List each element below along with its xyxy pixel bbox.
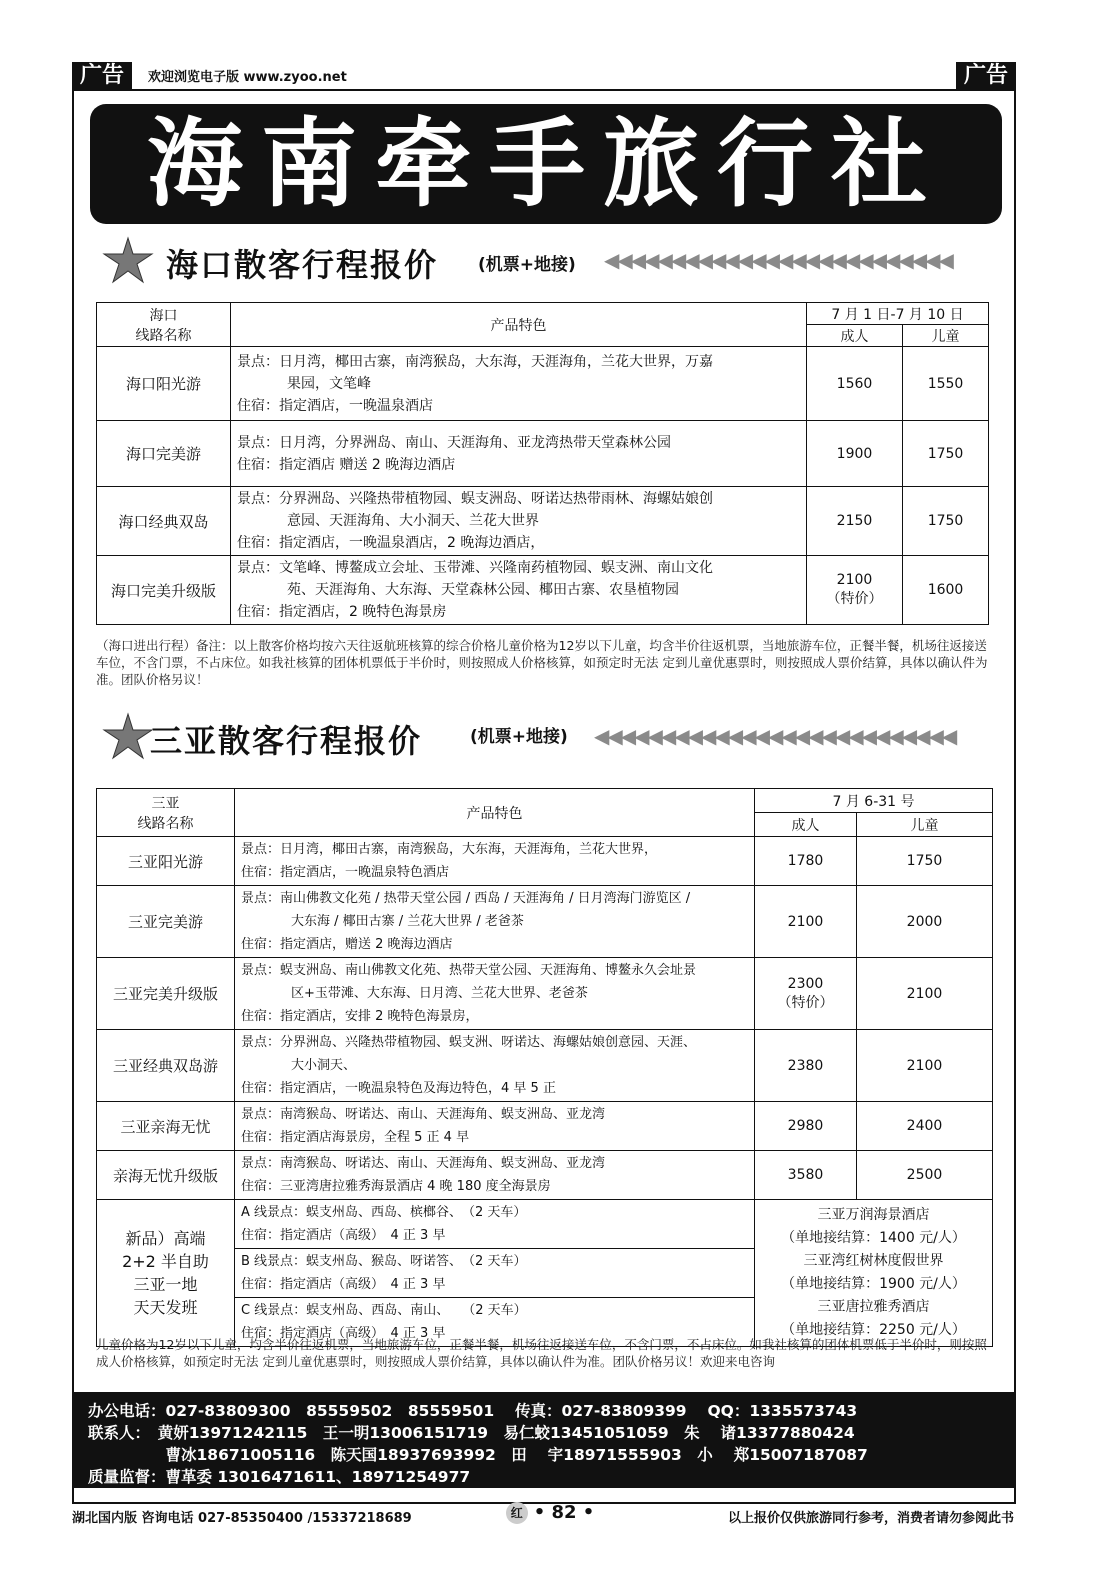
haikou-note: （海口进出行程）备注：以上散客价格均按六天往返航班核算的综合价格儿童价格为12岁以下儿童，均含半价往返机票，当地旅游车位，正餐半餐，机场往返接送车位，不含门票，不占床位。如我社核算的团体机票低于半价时，则按照成人价格核算，如预定时无法 定到儿童优惠票时，则按照成人票价结算，具体以确认件为准。团队价格另议！ [96, 638, 988, 687]
haikou-title: 海口散客行程报价 [166, 246, 439, 284]
route-name: 三亚亲海无忧 [97, 1102, 235, 1151]
col-route-name: 海口 线路名称 [97, 303, 231, 347]
haikou-price-table [96, 302, 989, 625]
welcome-text: 欢迎浏览电子版 www.zyoo.net [148, 70, 347, 85]
adult-price: 1900 [807, 421, 903, 487]
ad-tag-left: 广告 [72, 62, 132, 90]
office-phone: 办公电话：027-83809300 85559502 85559501 传真：027-83809399 QQ：1335573743 [88, 1402, 858, 1420]
route-name: 海口阳光游 [97, 347, 231, 421]
table-row [97, 1200, 993, 1249]
adult-price: 1780 [755, 837, 857, 886]
adult-price: 2300 （特价） [755, 958, 857, 1030]
haikou-section-header [96, 236, 996, 286]
route-feature: 景点：蜈支洲岛、南山佛教文化苑、热带天堂公园、天涯海角、博鳌永久会址景 区+玉带滩、大东海、日月湾、兰花大世界、老爸茶 住宿：指定酒店，安排 2 晚特色海景房， [235, 958, 755, 1030]
route-name: 海口经典双岛 [97, 487, 231, 556]
col-feature: 产品特色 [231, 303, 807, 347]
adult-price: 2980 [755, 1102, 857, 1151]
child-price: 1600 [903, 556, 989, 625]
col-child: 儿童 [903, 325, 989, 347]
route-name: 三亚经典双岛游 [97, 1030, 235, 1102]
route-name: 海口完美游 [97, 421, 231, 487]
table-row [97, 421, 989, 487]
route-name: 亲海无忧升级版 [97, 1151, 235, 1200]
route-name: 三亚完美升级版 [97, 958, 235, 1030]
table-row [97, 556, 989, 625]
route-feature: 景点：日月湾，分界洲岛、南山、天涯海角、亚龙湾热带天堂森林公园 住宿：指定酒店 赠送 2 晚海边酒店 [231, 421, 807, 487]
title-banner [90, 104, 1002, 224]
sanya-note: 儿童价格为12岁以下儿童，均含半价往返机票，当地旅游车位，正餐半餐，机场往返接送车位，不含门票，不占床位。如我社核算的团体机票低于半价时，则按照成人价格核算，如预定时无法 定到儿童优惠票时，则按照成人票价结算，具体以确认件为准。团队价格另议！欢迎来电咨询 [96, 1337, 987, 1369]
adult-price: 1560 [807, 347, 903, 421]
sanya-subtitle: (机票+地接) [470, 727, 568, 747]
child-price: 1550 [903, 347, 989, 421]
adult-price: 2150 [807, 487, 903, 556]
table-row [97, 1102, 993, 1151]
route-name-special: 新品）高端 2+2 半自助 三亚一地 天天发班 [97, 1200, 235, 1347]
route-feature: 景点：日月湾，椰田古寨，南湾猴岛，大东海，天涯海角，兰花大世界，万嘉 果园，文笔峰 住宿：指定酒店，一晚温泉酒店 [231, 347, 807, 421]
contacts-2: 曹冰18671005116 陈天国18937693992 田 宇18971555903 小 郑15007187087 [88, 1446, 868, 1464]
adult-price: 2100 [755, 886, 857, 958]
adult-price: 2100 （特价） [807, 556, 903, 625]
col-adult: 成人 [807, 325, 903, 347]
page-number: 红 • 82 • [490, 1502, 610, 1524]
line-b-feature: B 线景点：蜈支州岛、猴岛、呀诺答、 （2 天车） 住宿：指定酒店（高级） 4 正 3 早 [235, 1249, 755, 1298]
col-date: 7 月 1 日-7 月 10 日 [807, 303, 989, 325]
haikou-subtitle: (机票+地接) [478, 255, 576, 275]
table-row [97, 837, 993, 886]
agency-title: 海南牵手旅行社 [147, 108, 945, 220]
sanya-title: 三亚散客行程报价 [150, 722, 423, 760]
child-price: 2500 [857, 1151, 993, 1200]
line-c-feature: C 线景点：蜈支州岛、西岛、南山、 （2 天车） 住宿：指定酒店（高级） 4 正 3 早 [235, 1298, 755, 1347]
footer-disclaimer: 以上报价仅供旅游同行参考，消费者请勿参阅此书 [727, 1511, 1014, 1526]
child-price: 2400 [857, 1102, 993, 1151]
table-row [97, 347, 989, 421]
col-feature: 产品特色 [235, 789, 755, 837]
route-feature: 景点：南山佛教文化苑 / 热带天堂公园 / 西岛 / 天涯海角 / 日月湾海门游览区 / 大东海 / 椰田古寨 / 兰花大世界 / 老爸茶 住宿：指定酒店，赠送 2 晚海边酒店 [235, 886, 755, 958]
contact-block [72, 1392, 1016, 1488]
child-price: 1750 [903, 421, 989, 487]
table-row [97, 886, 993, 958]
route-name: 三亚阳光游 [97, 837, 235, 886]
route-feature: 景点：分界洲岛、兴隆热带植物园、蜈支洲、呀诺达、海螺姑娘创意园、天涯、 大小洞天、 住宿：指定酒店，一晚温泉特色及海边特色，4 早 5 正 [235, 1030, 755, 1102]
child-price: 1750 [903, 487, 989, 556]
line-a-feature: A 线景点：蜈支州岛、西岛、槟榔谷、 （2 天车） 住宿：指定酒店（高级） 4 正 3 早 [235, 1200, 755, 1249]
contacts-1: 联系人： 黄妍13971242115 王一明13006151719 易仁蛟13451051059 朱 诸13377880424 [88, 1424, 855, 1442]
starfish-icon [102, 236, 154, 284]
sanya-price-table [96, 788, 993, 1347]
table-row [97, 1030, 993, 1102]
route-feature: 景点：日月湾，椰田古寨，南湾猴岛，大东海，天涯海角，兰花大世界， 住宿：指定酒店，一晚温泉特色酒店 [235, 837, 755, 886]
route-feature: 景点：南湾猴岛、呀诺达、南山、天涯海角、蜈支洲岛、亚龙湾 住宿：三亚湾唐拉雅秀海景酒店 4 晚 180 度全海景房 [235, 1151, 755, 1200]
col-route-name: 三亚 线路名称 [97, 789, 235, 837]
child-price: 2100 [857, 1030, 993, 1102]
edition-badge: 红 [506, 1502, 528, 1524]
adult-price: 2380 [755, 1030, 857, 1102]
arrow-decoration: ◀◀◀◀◀◀◀◀◀◀◀◀◀◀◀◀◀◀◀◀◀◀◀◀◀◀◀ [594, 724, 956, 748]
table-row [97, 1151, 993, 1200]
route-feature: 景点：分界洲岛、兴隆热带植物园、蜈支洲岛、呀诺达热带雨林、海螺姑娘创 意园、天涯海角、大小洞天、兰花大世界 住宿：指定酒店，一晚温泉酒店，2 晚海边酒店， [231, 487, 807, 556]
table-row [97, 958, 993, 1030]
route-name: 海口完美升级版 [97, 556, 231, 625]
route-feature: 景点：南湾猴岛、呀诺达、南山、天涯海角、蜈支洲岛、亚龙湾 住宿：指定酒店海景房，全程 5 正 4 早 [235, 1102, 755, 1151]
col-date: 7 月 6-31 号 [755, 789, 993, 813]
child-price: 2100 [857, 958, 993, 1030]
footer-edition: 湖北国内版 咨询电话 027-85350400 /15337218689 [72, 1511, 412, 1526]
starfish-icon [102, 712, 154, 760]
route-feature: 景点：文笔峰、博鳌成立会址、玉带滩、兴隆南药植物园、蜈支洲、南山文化 苑、天涯海角、大东海、天堂森林公园、椰田古寨、农垦植物园 住宿：指定酒店，2 晚特色海景房 [231, 556, 807, 625]
hotel-packages: 三亚万润海景酒店 （单地接结算：1400 元/人） 三亚湾红树林度假世界 （单地接结算：1900 元/人） 三亚唐拉雅秀酒店 （单地接结算：2250 元/人） [755, 1200, 993, 1347]
quality-supervision: 质量监督：曹革委 13016471611、18971254977 [88, 1468, 471, 1486]
child-price: 2000 [857, 886, 993, 958]
col-adult: 成人 [755, 813, 857, 837]
table-row [97, 487, 989, 556]
col-child: 儿童 [857, 813, 993, 837]
ad-tag-right: 广告 [956, 62, 1016, 90]
adult-price: 3580 [755, 1151, 857, 1200]
route-name: 三亚完美游 [97, 886, 235, 958]
arrow-decoration: ◀◀◀◀◀◀◀◀◀◀◀◀◀◀◀◀◀◀◀◀◀◀◀◀◀◀ [604, 248, 952, 272]
child-price: 1750 [857, 837, 993, 886]
sanya-section-header [96, 712, 996, 762]
